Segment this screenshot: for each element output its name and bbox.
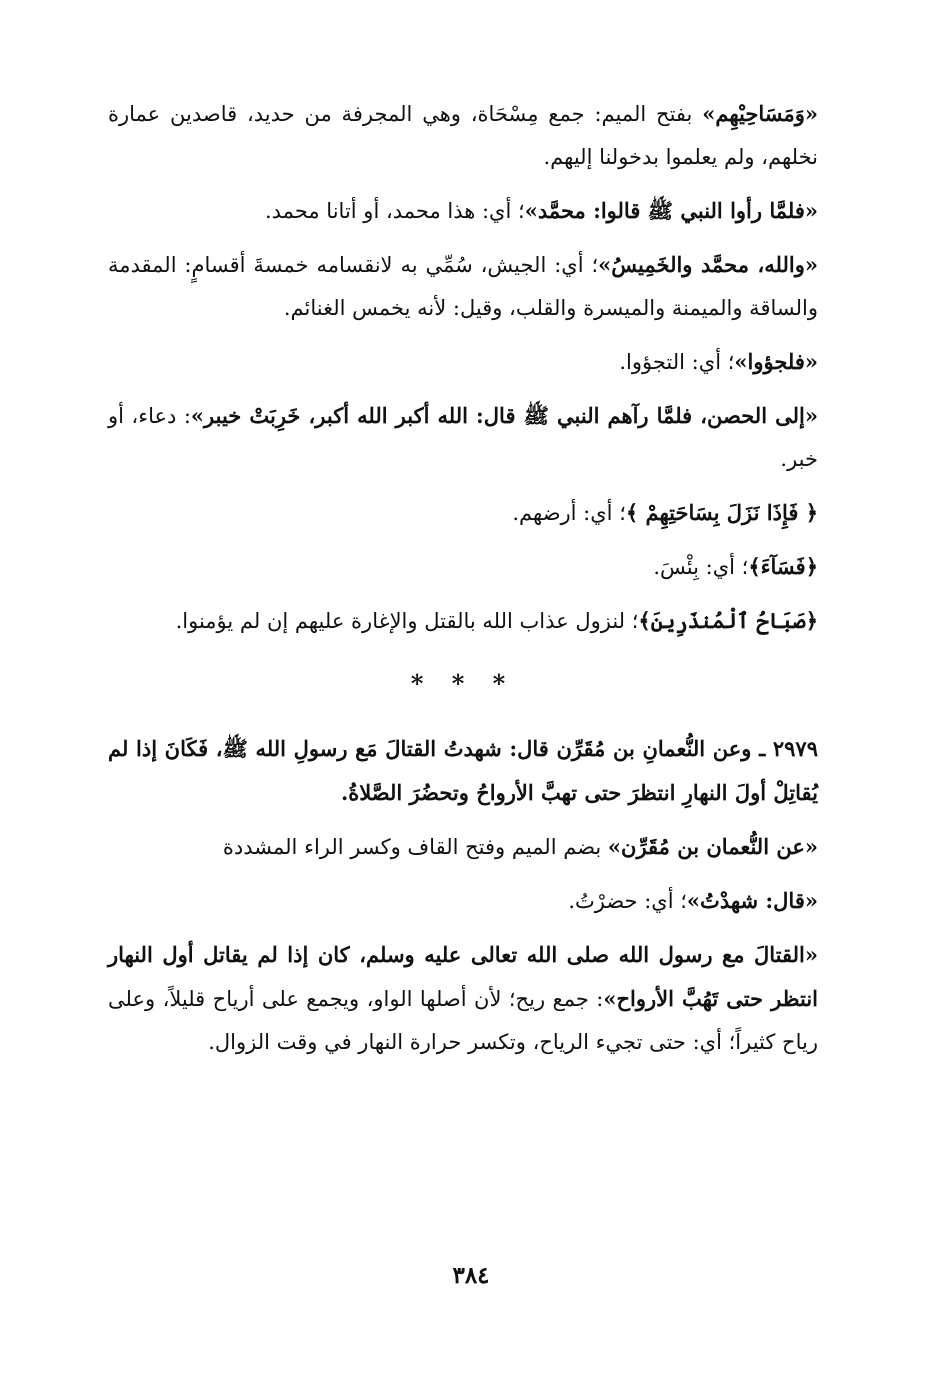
text-segment: : جمع ريح؛ لأن أصلها الواو، ويجمع على أرياح قليلاً، وعلى رياح كثيراً؛ أي: حتى تجيء الرياح، وتكسر حرارة النهار في وقت الزوال. bbox=[108, 987, 818, 1054]
bold-text-segment: «والله، محمَّد والخَمِيسُ» bbox=[598, 252, 818, 277]
paragraph bbox=[108, 491, 818, 535]
bold-text-segment: «القتالَ مع رسول الله صلى الله تعالى عليه وسلم، كان إذا لم يقاتل أول النهار انتظر حتى تَهُبَّ الأرواح» bbox=[108, 942, 819, 1011]
bold-text-segment: ﴿صَبَاحُ ٱلْمُنذَرِينَ﴾ bbox=[638, 608, 818, 633]
bold-text-segment: ﴿فَسَآءَ﴾ bbox=[748, 554, 818, 579]
paragraph bbox=[108, 92, 818, 179]
text-segment: ؛ أي: أرضهم. bbox=[512, 501, 626, 525]
paragraph bbox=[108, 243, 818, 330]
text-segment: ؛ أي: حضرْتُ. bbox=[568, 889, 687, 913]
commentary-block-2 bbox=[108, 727, 818, 1064]
paragraph bbox=[108, 825, 818, 869]
paragraph bbox=[108, 879, 818, 923]
page-body bbox=[108, 92, 818, 1074]
bold-text-segment: ٢٩٧٩ ـ وعن النُّعمانِ بن مُقَرِّن قال: شهدتُ القتالَ مَع رسولِ الله ﷺ، فَكَانَ إذا لم يُقاتِلْ أولَ النهارِ انتظرَ حتى تهبَّ الأرواحُ وتحضُرَ الصَّلاةُ. bbox=[108, 736, 818, 805]
text-segment: ؛ أي: الجيش، سُمِّي به لانقسامه خمسةَ أقسامٍ: المقدمة والساقة والميمنة والميسرة والقلب، وقيل: لأنه يخمس الغنائم. bbox=[108, 253, 818, 320]
commentary-block-1 bbox=[108, 92, 818, 643]
bold-text-segment: «فلجؤوا» bbox=[734, 349, 818, 374]
paragraph bbox=[108, 545, 818, 589]
text-segment: بضم الميم وفتح القاف وكسر الراء المشددة bbox=[222, 835, 608, 859]
page-number: ٣٨٤ bbox=[452, 1262, 490, 1289]
text-segment: ؛ أي: التجؤوا. bbox=[619, 350, 735, 374]
bold-text-segment: «قال: شهدْتُ» bbox=[686, 888, 818, 913]
bold-text-segment: «عن النُّعمان بن مُقَرِّن» bbox=[607, 834, 818, 859]
bold-text-segment: «فلمَّا رأوا النبي ﷺ قالوا: محمَّد» bbox=[524, 198, 818, 223]
paragraph bbox=[108, 933, 818, 1064]
bold-text-segment: ﴿ فَإِذَا نَزَلَ بِسَاحَتِهِمْ ﴾ bbox=[625, 500, 818, 525]
paragraph bbox=[108, 340, 818, 384]
bold-text-segment: «وَمَسَاحِيْهِم» bbox=[702, 101, 818, 126]
paragraph bbox=[108, 394, 818, 481]
text-segment: ؛ لنزول عذاب الله بالقتل والإغارة عليهم إن لم يؤمنوا. bbox=[175, 609, 639, 633]
paragraph bbox=[108, 727, 818, 815]
text-segment: ؛ أي: هذا محمد، أو أتانا محمد. bbox=[264, 199, 525, 223]
paragraph bbox=[108, 599, 818, 643]
text-segment: بفتح الميم: جمع مِسْحَاة، وهي المجرفة من حديد، قاصدين عمارة نخلهم، ولم يعلموا بدخولنا إليهم. bbox=[108, 102, 818, 169]
bold-text-segment: «إلى الحصن، فلمَّا رآهم النبي ﷺ قال: الله أكبر الله أكبر، خَرِبَتْ خيبر» bbox=[190, 403, 818, 428]
section-separator: * * * bbox=[410, 669, 516, 698]
text-segment: ؛ أي: بِئْسَ. bbox=[653, 555, 749, 579]
text-segment: : دعاء، أو خبر. bbox=[108, 404, 818, 471]
paragraph bbox=[108, 189, 818, 233]
